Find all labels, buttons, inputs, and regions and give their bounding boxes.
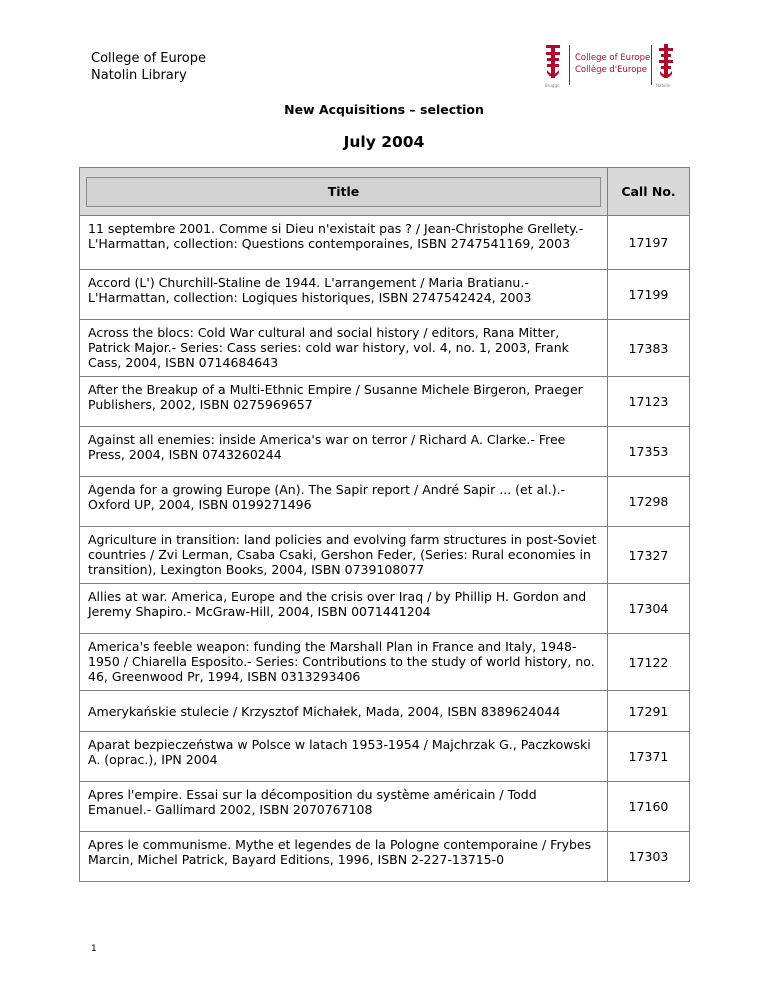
logo-text (575, 52, 650, 76)
book-title-cell: Apres l'empire. Essai sur la décomposition du système américain / Todd Emanuel.- Gallimard 2002, ISBN 2070767108 (80, 782, 608, 832)
book-title-cell: Against all enemies: inside America's war on terror / Richard A. Clarke.- Free Press, 2004, ISBN 0743260244 (80, 427, 608, 477)
logo-divider (569, 45, 570, 85)
call-number-cell: 17353 (608, 427, 690, 477)
call-number-cell: 17199 (608, 270, 690, 320)
table-row (80, 270, 690, 320)
organization-header (91, 50, 206, 84)
document-subtitle: New Acquisitions – selection (284, 102, 484, 117)
call-number-cell: 17304 (608, 584, 690, 634)
book-title-cell: Across the blocs: Cold War cultural and social history / editors, Rana Mitter, Patrick Major.- Series: Cass series: cold war history, vol. 4, no. 1, 2003, Frank Cass, 2004, ISBN 0714684643 (80, 320, 608, 377)
natolin-emblem-icon (656, 43, 676, 87)
table-row (80, 732, 690, 782)
page-number: 1 (91, 944, 97, 954)
library-name: Natolin Library (91, 68, 187, 83)
book-title-cell: Aparat bezpieczeństwa w Polsce w latach 1953-1954 / Majchrzak G., Paczkowski A. (oprac.), IPN 2004 (80, 732, 608, 782)
book-title-cell: Agenda for a growing Europe (An). The Sapir report / André Sapir ... (et al.).- Oxford UP, 2004, ISBN 0199271496 (80, 477, 608, 527)
table-row (80, 216, 690, 270)
call-number-cell: 17327 (608, 527, 690, 584)
logo-name-fr: Collège d'Europe (575, 65, 648, 75)
book-title-cell: Accord (L') Churchill-Staline de 1944. L'arrangement / Maria Bratianu.- L'Harmattan, collection: Logiques historiques, ISBN 2747542424, 2003 (80, 270, 608, 320)
book-title-cell: America's feeble weapon: funding the Marshall Plan in France and Italy, 1948-1950 / Chiarella Esposito.- Series: Contributions to the study of world history, no. 46, Greenwood Pr, 1994, ISBN 0313293406 (80, 634, 608, 691)
table-row (80, 427, 690, 477)
call-number-cell: 17303 (608, 832, 690, 882)
call-number-cell: 17160 (608, 782, 690, 832)
logo-divider (651, 45, 652, 85)
org-name: College of Europe (91, 51, 207, 66)
college-logo (543, 43, 683, 89)
campus-left-caption: Brugge (545, 83, 560, 88)
document-title: July 2004 (343, 133, 425, 151)
call-number-cell: 17383 (608, 320, 690, 377)
table-row (80, 584, 690, 634)
book-title-cell: Allies at war. America, Europe and the crisis over Iraq / by Phillip H. Gordon and Jeremy Shapiro.- McGraw-Hill, 2004, ISBN 0071441204 (80, 584, 608, 634)
table-row (80, 832, 690, 882)
book-title-cell: After the Breakup of a Multi-Ethnic Empire / Susanne Michele Birgeron, Praeger Publishers, 2002, ISBN 0275969657 (80, 377, 608, 427)
call-number-cell: 17371 (608, 732, 690, 782)
call-no-column-header: Call No. (608, 168, 690, 216)
logo-name-en: College of Europe (575, 53, 651, 63)
campus-right-caption: Natolin (656, 83, 671, 88)
call-number-cell: 17298 (608, 477, 690, 527)
book-title-cell: Agriculture in transition: land policies and evolving farm structures in post-Soviet countries / Zvi Lerman, Csaba Csaki, Gershon Feder, (Series: Rural economies in transition), Lexington Books, 2004, ISBN 0739108077 (80, 527, 608, 584)
title-column-header: Title (80, 168, 608, 216)
call-number-cell: 17291 (608, 691, 690, 732)
table-row (80, 320, 690, 377)
table-row (80, 527, 690, 584)
table-row (80, 634, 690, 691)
book-title-cell: Amerykańskie stulecie / Krzysztof Michałek, Mada, 2004, ISBN 8389624044 (80, 691, 608, 732)
table-header-row (80, 168, 690, 216)
bruges-emblem-icon (543, 43, 563, 87)
call-number-cell: 17122 (608, 634, 690, 691)
acquisitions-table (79, 167, 690, 882)
table-row (80, 782, 690, 832)
call-number-cell: 17197 (608, 216, 690, 270)
table-row (80, 377, 690, 427)
table-row (80, 691, 690, 732)
call-number-cell: 17123 (608, 377, 690, 427)
table-row (80, 477, 690, 527)
book-title-cell: 11 septembre 2001. Comme si Dieu n'existait pas ? / Jean-Christophe Grellety.- L'Harmattan, collection: Questions contemporaines, ISBN 2747541169, 2003 (80, 216, 608, 270)
book-title-cell: Apres le communisme. Mythe et legendes de la Pologne contemporaine / Frybes Marcin, Michel Patrick, Bayard Editions, 1996, ISBN 2-227-13715-0 (80, 832, 608, 882)
